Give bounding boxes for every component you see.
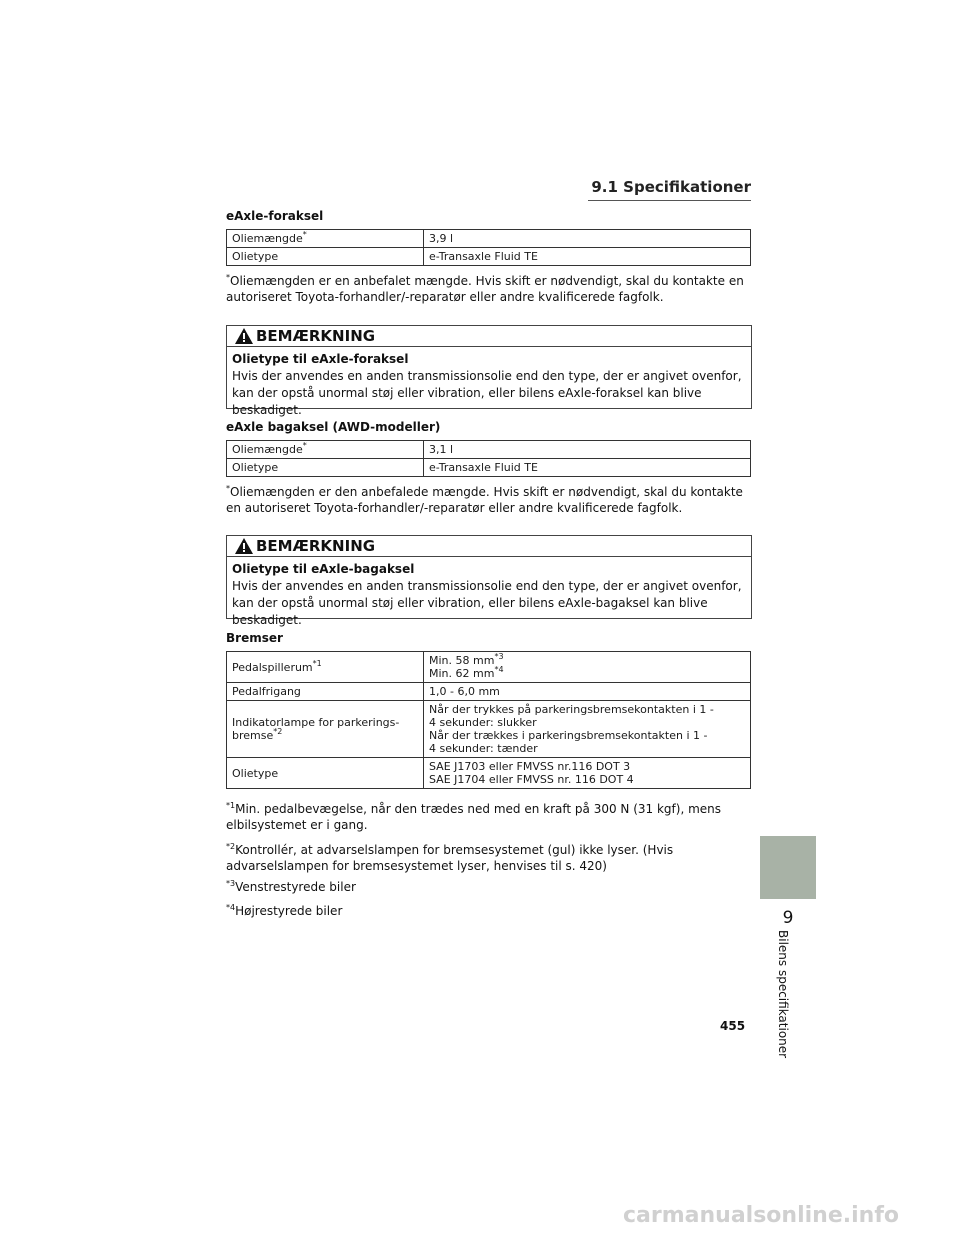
header-divider [588,200,751,201]
table-row [227,248,751,266]
rear-axle-title: eAxle bagaksel (AWD-modeller) [226,420,441,434]
table-cell: Indikatorlampe for parkerings- bremse$^{*2}$ [227,701,424,758]
table-cell: Olietype [227,459,424,477]
table-row [227,758,751,789]
front-axle-title: eAxle-foraksel [226,209,324,223]
table-cell: Olietype [227,758,424,789]
notice-box [226,325,752,417]
table-cell: Olietype [227,248,424,266]
notice-header [227,326,751,347]
table-cell: e-Transaxle Fluid TE [424,459,751,477]
brake-footnote-1: $^{*1}$Min. pedalbevægelse, når den trædes ned med en kraft på 300 N (31 kgf), mens elbilsystemet er i gang. [226,801,722,832]
brake-footnote-3: $^{*3}$Venstrestyrede biler [226,879,356,894]
table-row [227,701,751,758]
front-axle-table [226,229,751,266]
table-cell: Pedalfrigang [227,683,424,701]
table-cell: SAE J1703 eller FMVSS nr.116 DOT 3 SAE J1704 eller FMVSS nr. 116 DOT 4 [424,758,751,789]
notice-body: Hvis der anvendes en anden transmissionsolie end den type, der er angivet ovenfor, kan der opstå unormal støj eller vibration, eller bilens eAxle-foraksel kan blive beskadiget. [232,369,742,417]
table-row [227,683,751,701]
chapter-number: 9 [782,908,794,928]
table-cell: Min. 58 $mm^{*3}$ Min. 62 $mm^{*4}$ [424,652,751,683]
notice-label: BEMÆRKNING [256,327,376,345]
table-cell: Oliemængde* [227,230,424,248]
brakes-title: Bremser [226,631,283,645]
table-cell: Pedalspillerum$^{*1}$ [227,652,424,683]
table-row [227,230,751,248]
notice-box [226,535,752,627]
table-row [227,652,751,683]
table-cell: 3,9 l [424,230,751,248]
warning-icon [235,328,253,344]
brake-footnote-2: $^{*2}$Kontrollér, at advarselslampen for bremsesystemet (gul) ikke lyser. (Hvis advarselslampen for bremsesystemet lyser, henvises til s. 420) [226,842,674,873]
page-number: 455 [720,1019,746,1033]
notice-subtitle: Olietype til eAxle-bagaksel [232,562,415,576]
rear-axle-footnote: *Oliemængden er den anbefalede mængde. Hvis skift er nødvendigt, skal du kontakte en autoriseret Toyota-forhandler/-reparatør eller andre kvalificerede fagfolk. [226,484,743,515]
notice-label: BEMÆRKNING [256,537,376,555]
notice-header [227,536,751,557]
rear-axle-table [226,440,751,477]
watermark: carmanualsonline.info [623,1203,899,1228]
section-header-title: 9.1 Specifikationer [591,178,751,196]
table-cell: e-Transaxle Fluid TE [424,248,751,266]
notice-body: Hvis der anvendes en anden transmissionsolie end den type, der er angivet ovenfor, kan der opstå unormal støj eller vibration, eller bilens eAxle-bagaksel kan blive beskadiget. [232,579,742,627]
notice-subtitle: Olietype til eAxle-foraksel [232,352,409,366]
warning-icon [235,538,253,554]
brake-footnote-4: $^{*4}$Højrestyrede biler [226,903,343,918]
table-row [227,459,751,477]
table-cell: 3,1 l [424,441,751,459]
chapter-tab [760,836,816,899]
chapter-label: Bilens specifikationer [776,930,790,1059]
front-axle-footnote: *Oliemængden er en anbefalet mængde. Hvis skift er nødvendigt, skal du kontakte en autoriseret Toyota-forhandler/-reparatør eller andre kvalificerede fagfolk. [226,273,744,304]
table-cell: Oliemængde* [227,441,424,459]
table-row [227,441,751,459]
table-cell: 1,0 - 6,0 mm [424,683,751,701]
table-cell: Når der trykkes på parkeringsbremsekontakten i 1 - 4 sekunder: slukker Når der trækkes i parkeringsbremsekontakten i 1 - 4 sekunder: tænder [424,701,751,758]
brakes-table [226,651,751,789]
